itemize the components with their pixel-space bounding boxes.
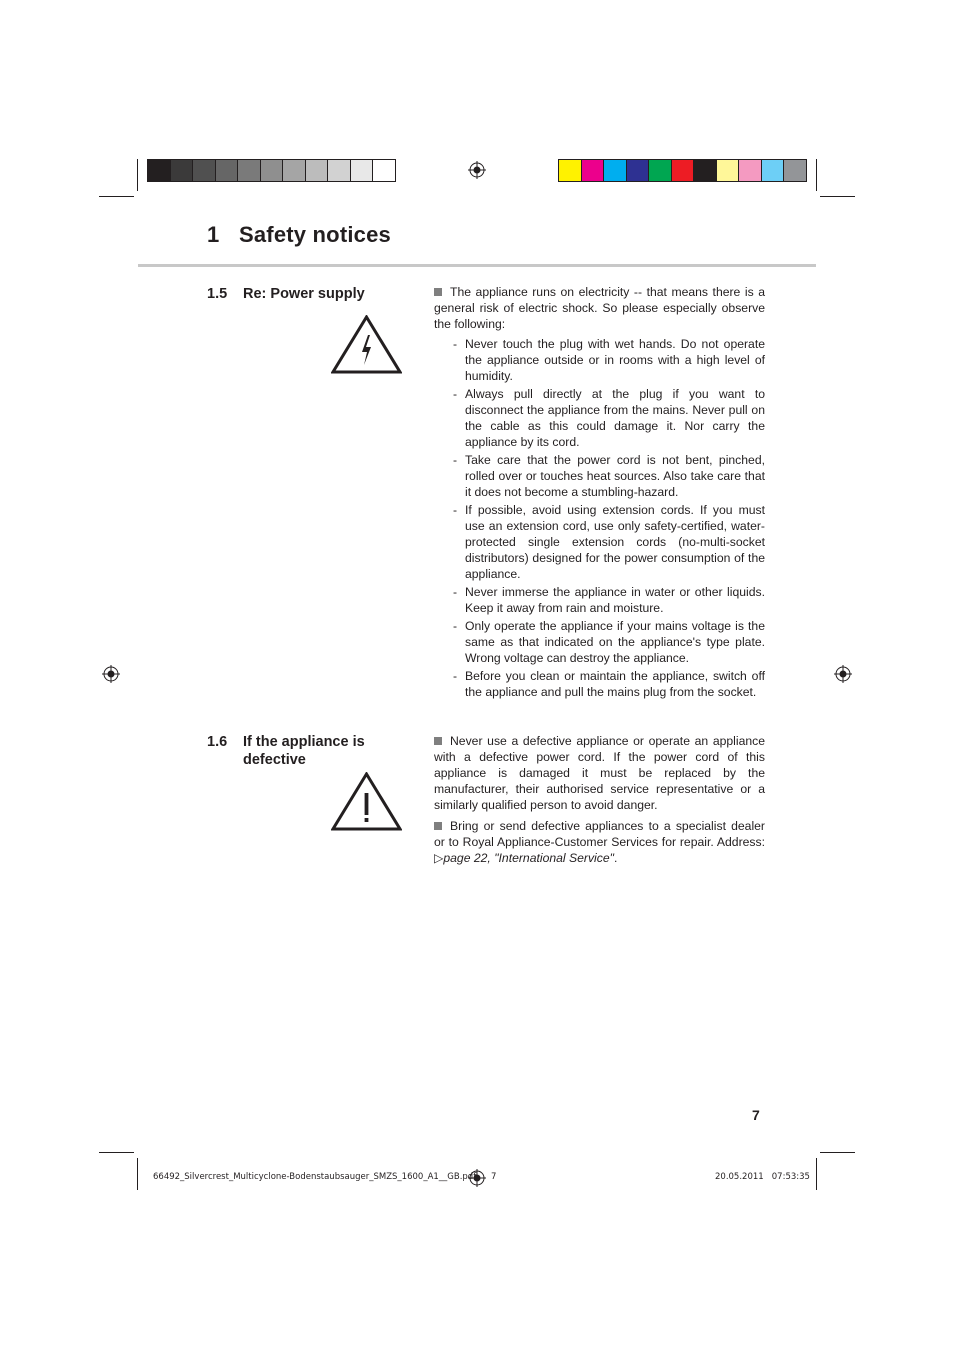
gray-calibration-bar	[147, 159, 396, 182]
color-swatch	[260, 159, 284, 182]
title-divider	[138, 264, 816, 267]
registration-mark-icon	[468, 161, 486, 179]
chapter-number: 1	[207, 222, 220, 247]
electric-shock-warning-icon	[331, 315, 402, 374]
color-swatch	[581, 159, 605, 182]
dash-bullet: -	[453, 585, 458, 599]
list-item	[453, 618, 765, 666]
chapter-title-text: Safety notices	[239, 222, 391, 247]
color-swatch	[350, 159, 374, 182]
bullet-square-icon	[434, 288, 442, 296]
defective-text-2: Bring or send defective appliances to a specialist dealer or to Royal Appliance-Customer Services for repair. Address:	[434, 819, 765, 849]
dash-bullet: -	[453, 387, 458, 401]
color-swatch	[327, 159, 351, 182]
dash-bullet: -	[453, 337, 458, 351]
footer-filename: 66492_Silvercrest_Multicyclone-Bodenstaubsauger_SMZS_1600_A1__GB.pdf	[153, 1172, 477, 1182]
page-reference-link[interactable]: page 22, "International Service"	[443, 851, 614, 865]
general-warning-icon	[331, 772, 402, 831]
crop-mark	[99, 196, 134, 197]
section-title: Re: Power supply	[243, 286, 365, 302]
section-body-defective	[434, 733, 765, 866]
bullet-square-icon	[434, 822, 442, 830]
color-swatch	[671, 159, 695, 182]
registration-mark-icon	[834, 665, 852, 683]
list-item-text: Always pull directly at the plug if you want to disconnect the appliance from the mains. Never pull on the cable as this could damage it. Nor carry the appliance by its cord.	[465, 387, 765, 449]
list-item	[453, 668, 765, 700]
intro-text: The appliance runs on electricity -- that means there is a general risk of electric shock. So please especially observe the following:	[434, 285, 765, 331]
power-supply-list	[434, 336, 765, 700]
list-item-text: Never immerse the appliance in water or other liquids. Keep it away from rain and moisture.	[465, 585, 765, 615]
dash-bullet: -	[453, 619, 458, 633]
registration-mark-icon	[102, 665, 120, 683]
crop-mark	[137, 159, 138, 191]
section-number: 1.5	[207, 286, 228, 302]
color-swatch	[783, 159, 807, 182]
intro-paragraph	[434, 284, 765, 332]
list-item	[453, 336, 765, 384]
chapter-title	[207, 222, 391, 248]
crop-mark	[816, 159, 817, 191]
color-swatch	[305, 159, 329, 182]
defective-text-1: Never use a defective appliance or operate an appliance with a defective power cord. If the power cord of this appliance is damaged it must be replaced by the manufacturer, their authorised service representative or a similarly qualified person to avoid danger.	[434, 734, 765, 812]
dash-bullet: -	[453, 453, 458, 467]
list-item-text: Only operate the appliance if your mains voltage is the same as that indicated on the appliance's type plate. Wrong voltage can destroy the appliance.	[465, 619, 765, 665]
crop-mark	[820, 1152, 855, 1153]
color-swatch	[648, 159, 672, 182]
list-item-text: If possible, avoid using extension cords. If you must use an extension cord, use only safety-certified, water-protected single extension cords (no-multi-socket distributors) designed for the power consumption of the appliance.	[465, 503, 765, 581]
color-swatch	[170, 159, 194, 182]
list-item-text: Never touch the plug with wet hands. Do not operate the appliance outside or in rooms with a high level of humidity.	[465, 337, 765, 383]
dash-bullet: -	[453, 669, 458, 683]
list-item	[453, 386, 765, 450]
color-swatch	[237, 159, 261, 182]
color-swatch	[147, 159, 171, 182]
color-swatch	[372, 159, 396, 182]
list-item	[453, 452, 765, 500]
crop-mark	[137, 1158, 138, 1190]
color-swatch	[603, 159, 627, 182]
color-calibration-bar	[558, 159, 806, 182]
dash-bullet: -	[453, 503, 458, 517]
defective-paragraph-2	[434, 818, 765, 866]
list-item-text: Take care that the power cord is not bent, pinched, rolled over or touches heat sources. Also take care that it does not become a stumbling-hazard.	[465, 453, 765, 499]
crop-mark	[816, 1158, 817, 1190]
color-swatch	[626, 159, 650, 182]
page-number: 7	[752, 1107, 760, 1123]
color-swatch	[192, 159, 216, 182]
color-swatch	[693, 159, 717, 182]
color-swatch	[716, 159, 740, 182]
crop-mark	[820, 196, 855, 197]
footer-timestamp: 20.05.2011 07:53:35	[715, 1172, 810, 1182]
period: .	[613, 851, 618, 865]
list-item	[453, 502, 765, 582]
color-swatch	[558, 159, 582, 182]
color-swatch	[761, 159, 785, 182]
footer-page: 7	[491, 1172, 497, 1182]
color-swatch	[282, 159, 306, 182]
list-item	[453, 584, 765, 616]
crop-mark	[99, 1152, 134, 1153]
color-swatch	[738, 159, 762, 182]
bullet-square-icon	[434, 737, 442, 745]
list-item-text: Before you clean or maintain the appliance, switch off the appliance and pull the mains plug from the socket.	[465, 669, 765, 699]
section-number: 1.6	[207, 734, 228, 750]
section-body-power-supply	[434, 284, 765, 702]
section-title: If the appliance is defective	[243, 734, 365, 768]
defective-paragraph-1	[434, 733, 765, 813]
color-swatch	[215, 159, 239, 182]
reference-arrow-icon: ▷	[434, 851, 444, 865]
